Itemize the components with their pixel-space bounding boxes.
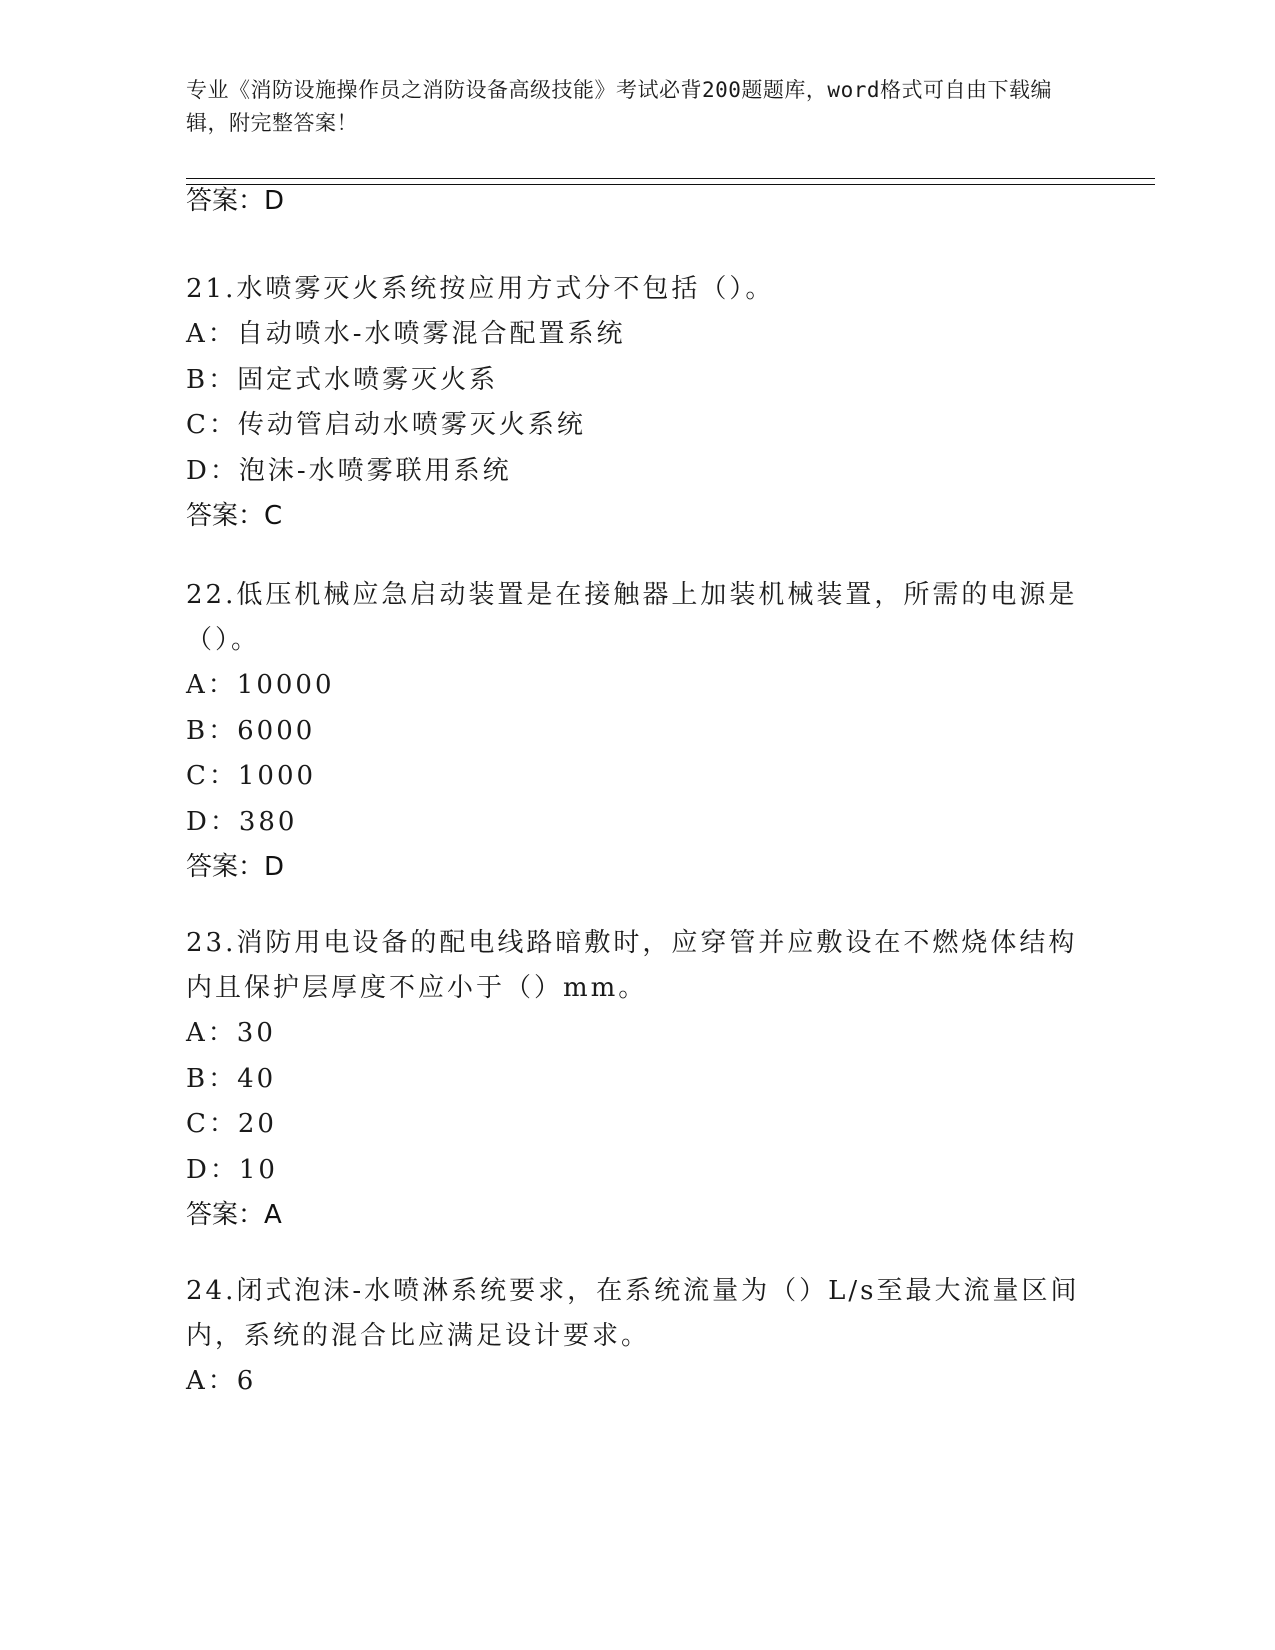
option-c: C：1000 <box>186 761 317 791</box>
question-item <box>186 921 1086 1237</box>
answer-label: 答案：A <box>186 1200 282 1230</box>
option-a: A：6 <box>186 1366 257 1396</box>
question-stem: 21.水喷雾灭火系统按应用方式分不包括（）。 <box>186 274 775 304</box>
option-b: B：固定式水喷雾灭火系 <box>186 364 499 395</box>
option-d: D：泡沫-水喷雾联用系统 <box>186 455 512 486</box>
option-d: D：10 <box>186 1154 278 1185</box>
answer-label: 答案：C <box>186 501 283 531</box>
option-a: A：10000 <box>186 670 335 700</box>
question-item <box>186 267 1086 538</box>
prev-answer-block <box>186 179 1086 223</box>
option-a: A：自动喷水-水喷雾混合配置系统 <box>186 319 626 349</box>
option-c: C：传动管启动水喷雾灭火系统 <box>186 410 586 440</box>
question-stem: 23.消防用电设备的配电线路暗敷时，应穿管并应敷设在不燃烧体结构内且保护层厚度不应小于（）mm。 <box>186 928 1078 1003</box>
question-item <box>186 573 1086 889</box>
option-c: C：20 <box>186 1109 277 1139</box>
option-a: A：30 <box>186 1018 276 1048</box>
question-stem: 22.低压机械应急启动装置是在接触器上加装机械装置，所需的电源是（）。 <box>186 580 1078 655</box>
question-stem: 24.闭式泡沫-水喷淋系统要求，在系统流量为（）L/s至最大流量区间内，系统的混合比应满足设计要求。 <box>186 1276 1080 1351</box>
option-d: D：380 <box>186 806 298 837</box>
answer-label: 答案：D <box>186 852 285 882</box>
option-b: B：6000 <box>186 715 316 746</box>
option-b: B：40 <box>186 1063 277 1094</box>
document-header: 专业《消防设施操作员之消防设备高级技能》考试必背200题题库，word格式可自由下载编辑，附完整答案！ <box>186 78 1052 135</box>
question-item <box>186 1269 1086 1405</box>
answer-label: 答案：D <box>186 186 285 216</box>
